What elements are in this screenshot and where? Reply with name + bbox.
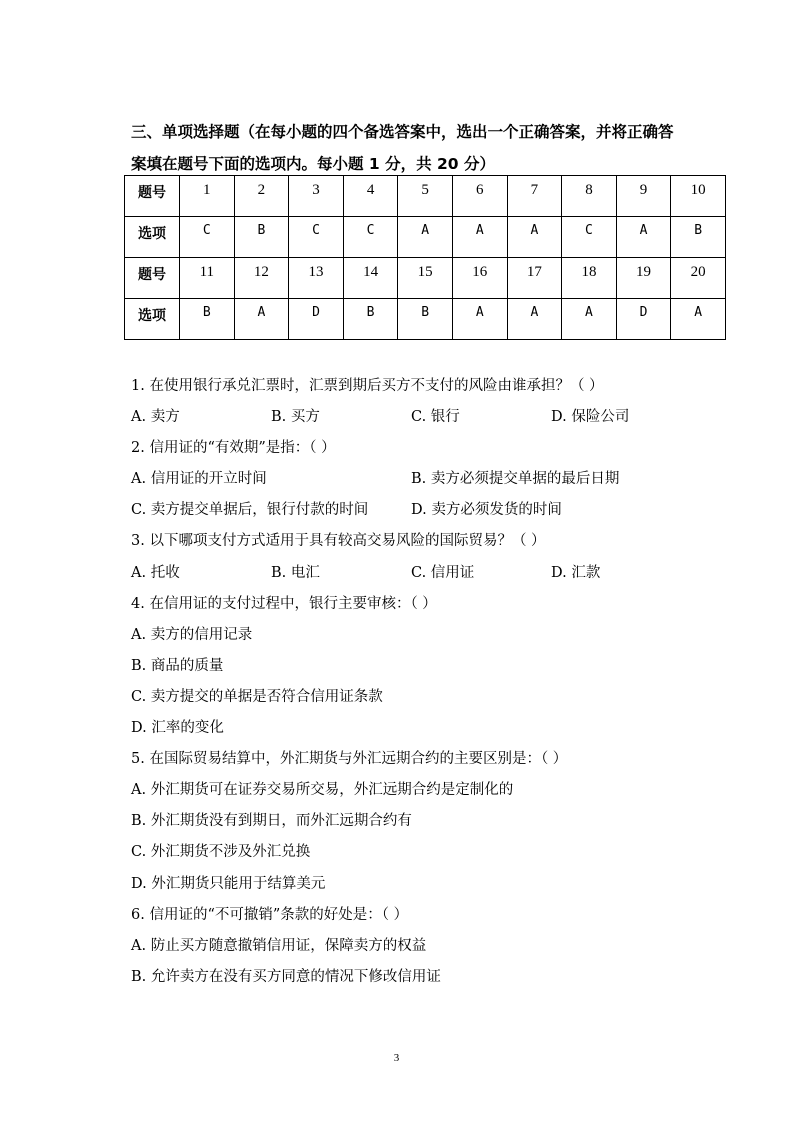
answer-cell: A <box>507 217 562 258</box>
answer-cell: B <box>180 299 235 340</box>
question-number-cell: 6 <box>452 176 507 217</box>
page-number: 3 <box>393 1052 400 1064</box>
number-label-cell: 题号 <box>125 258 180 299</box>
option-d: D. 汇率的变化 <box>131 720 224 737</box>
option-d: D. 汇款 <box>551 564 601 581</box>
option-row <box>131 402 731 433</box>
question-number-cell: 10 <box>671 176 726 217</box>
answer-cell: A <box>562 299 617 340</box>
answer-cell: B <box>398 299 453 340</box>
option-b: B. 外汇期货没有到期日，而外汇远期合约有 <box>131 813 412 830</box>
option-a: A. 信用证的开立时间 <box>131 471 267 488</box>
answer-table-option-row-1 <box>125 217 726 258</box>
question-number-cell: 20 <box>671 258 726 299</box>
option-c: C. 银行 <box>411 409 460 426</box>
question-number-cell: 16 <box>452 258 507 299</box>
answer-cell: B <box>343 299 398 340</box>
option-b: B. 商品的质量 <box>131 657 224 674</box>
question-number-cell: 15 <box>398 258 453 299</box>
section-heading-line-2: 案填在题号下面的选项内。每小题 1 分，共 20 分） <box>131 155 495 173</box>
answer-cell: B <box>234 217 289 258</box>
option-c: C. 外汇期货不涉及外汇兑换 <box>131 844 311 861</box>
question-list <box>131 371 731 993</box>
answer-cell: C <box>562 217 617 258</box>
option-b: B. 卖方必须提交单据的最后日期 <box>411 471 620 488</box>
question-stem: 6. 信用证的“不可撤销”条款的好处是：（ ） <box>131 906 409 923</box>
answer-table-number-row-1 <box>125 176 726 217</box>
option-d: D. 卖方必须发货的时间 <box>411 502 562 519</box>
question-number-cell: 3 <box>289 176 344 217</box>
question-number-cell: 2 <box>234 176 289 217</box>
answer-cell: C <box>180 217 235 258</box>
option-label-cell: 选项 <box>125 217 180 258</box>
answer-cell: C <box>343 217 398 258</box>
answer-table <box>124 175 726 340</box>
section-heading <box>131 116 731 180</box>
option-row <box>131 558 731 589</box>
answer-cell: A <box>234 299 289 340</box>
answer-cell: B <box>671 217 726 258</box>
number-label-cell: 题号 <box>125 176 180 217</box>
question-number-cell: 5 <box>398 176 453 217</box>
question-number-cell: 11 <box>180 258 235 299</box>
option-a: A. 防止买方随意撤销信用证，保障卖方的权益 <box>131 937 427 954</box>
option-d: D. 外汇期货只能用于结算美元 <box>131 875 326 892</box>
answer-table-number-row-2 <box>125 258 726 299</box>
answer-cell: A <box>616 217 671 258</box>
option-c: C. 卖方提交的单据是否符合信用证条款 <box>131 688 383 705</box>
question-number-cell: 8 <box>562 176 617 217</box>
question-stem: 5. 在国际贸易结算中，外汇期货与外汇远期合约的主要区别是：（ ） <box>131 751 568 768</box>
option-label-cell: 选项 <box>125 299 180 340</box>
option-a: A. 卖方 <box>131 409 180 426</box>
option-b: B. 电汇 <box>271 564 320 581</box>
answer-cell: D <box>616 299 671 340</box>
option-b: B. 买方 <box>271 409 320 426</box>
question-number-cell: 19 <box>616 258 671 299</box>
option-a: A. 卖方的信用记录 <box>131 626 253 643</box>
answer-cell: C <box>289 217 344 258</box>
option-c: C. 信用证 <box>411 564 475 581</box>
section-heading-line-1: 三、单项选择题（在每小题的四个备选答案中，选出一个正确答案，并将正确答 <box>131 123 674 141</box>
answer-cell: D <box>289 299 344 340</box>
option-a: A. 托收 <box>131 564 180 581</box>
option-row <box>131 464 731 495</box>
question-stem: 4. 在信用证的支付过程中，银行主要审核：（ ） <box>131 595 437 612</box>
answer-cell: A <box>452 299 507 340</box>
answer-cell: A <box>398 217 453 258</box>
question-stem: 3. 以下哪项支付方式适用于具有较高交易风险的国际贸易？（ ） <box>131 533 546 550</box>
answer-cell: A <box>452 217 507 258</box>
question-number-cell: 17 <box>507 258 562 299</box>
question-number-cell: 13 <box>289 258 344 299</box>
question-number-cell: 7 <box>507 176 562 217</box>
option-row <box>131 495 731 526</box>
question-stem: 1. 在使用银行承兑汇票时，汇票到期后买方不支付的风险由谁承担？（ ） <box>131 378 604 394</box>
question-number-cell: 14 <box>343 258 398 299</box>
question-stem: 2. 信用证的“有效期”是指：（ ） <box>131 440 336 457</box>
option-d: D. 保险公司 <box>551 409 630 426</box>
answer-cell: A <box>507 299 562 340</box>
answer-table-option-row-2 <box>125 299 726 340</box>
question-number-cell: 1 <box>180 176 235 217</box>
question-number-cell: 9 <box>616 176 671 217</box>
option-a: A. 外汇期货可在证券交易所交易，外汇远期合约是定制化的 <box>131 782 514 799</box>
question-number-cell: 18 <box>562 258 617 299</box>
question-number-cell: 4 <box>343 176 398 217</box>
question-number-cell: 12 <box>234 258 289 299</box>
option-b: B. 允许卖方在没有买方同意的情况下修改信用证 <box>131 968 441 985</box>
option-c: C. 卖方提交单据后，银行付款的时间 <box>131 502 369 519</box>
answer-cell: A <box>671 299 726 340</box>
